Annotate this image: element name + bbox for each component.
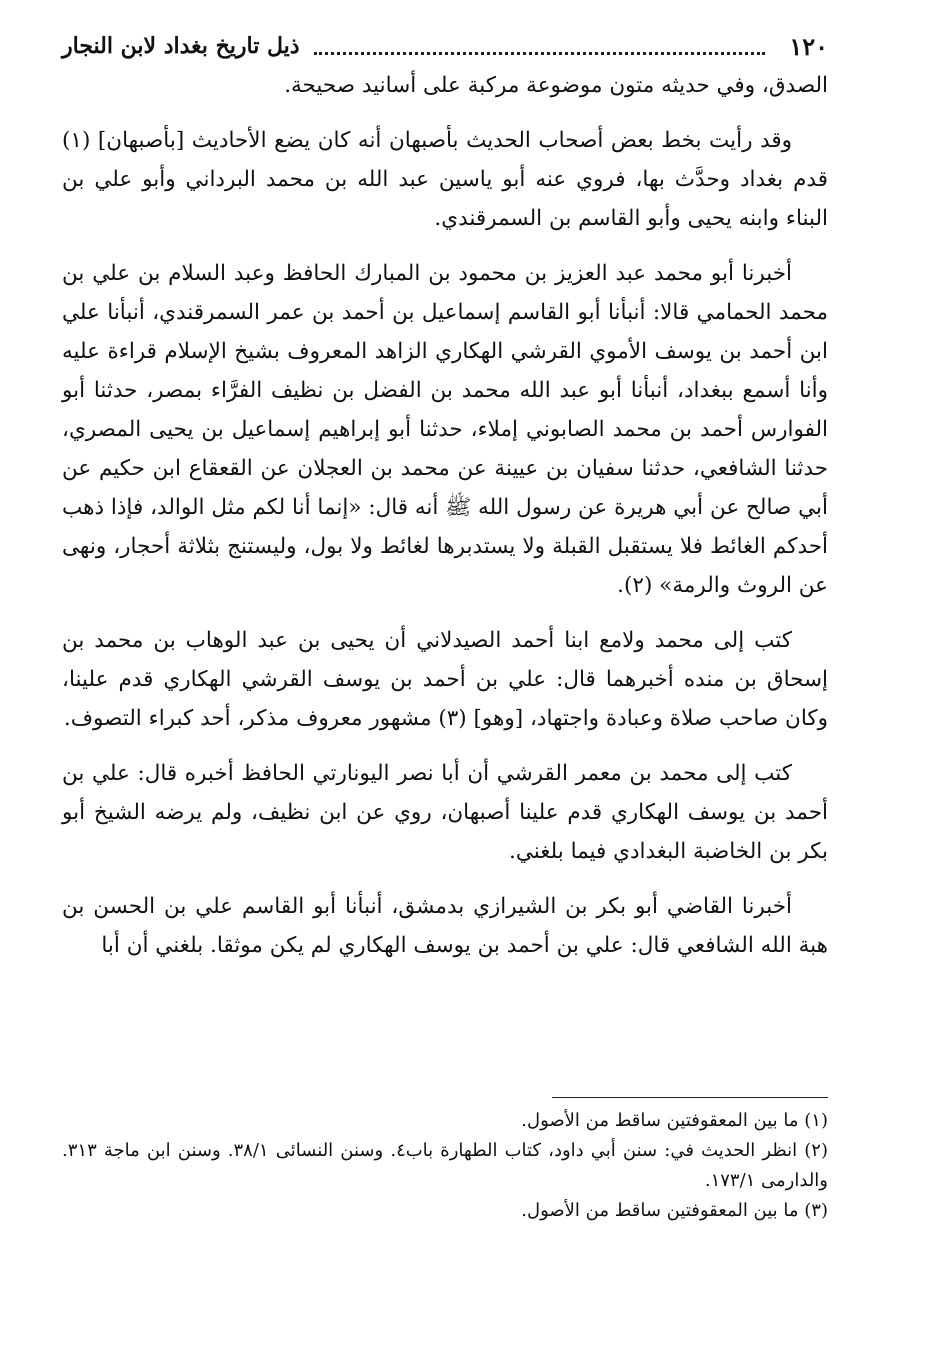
header-dotted-leader xyxy=(314,50,766,55)
paragraph-5: كتب إلى محمد بن معمر القرشي أن أبا نصر اليونارتي الحافظ أخبره قال: علي بن أحمد بن يوسف الهكاري قدم علينا أصبهان، روي عن ابن نظيف، ولم يرضه الشيخ أبو بكر بن الخاضبة البغدادي فيما بلغني. xyxy=(62,761,828,864)
page-header xyxy=(62,28,828,64)
footnote-separator xyxy=(552,1097,828,1098)
running-title: ذيل تاريخ بغداد لابن النجار xyxy=(62,33,300,59)
page-number: ١٢٠ xyxy=(789,31,828,61)
footnote-1: (١) ما بين المعقوفتين ساقط من الأصول. xyxy=(521,1110,828,1131)
paragraph-3: أخبرنا أبو محمد عبد العزيز بن محمود بن المبارك الحافظ وعبد السلام بن علي بن محمد الحمامي قالا: أنبأنا أبو القاسم إسماعيل بن أحمد بن عمر السمرقندي، أنبأنا علي ابن أحمد بن يوسف الأموي القرشي الهكاري الزاهد المعروف بشيخ الإسلام قراءة عليه وأنا أسمع ببغداد، أنبأنا أبو عبد الله محمد بن الفضل بن نظيف الفرَّاء بمصر، حدثنا أبو الفوارس أحمد بن محمد الصابوني إملاء، حدثنا أبو إبراهيم إسماعيل بن يحيى المصري، حدثنا الشافعي، حدثنا سفيان بن عيينة عن محمد بن العجلان عن القعقاع ابن حكيم عن أبي صالح عن أبي هريرة عن رسول الله ﷺ أنه قال: «إنما أنا لكم مثل الوالد، فإذا ذهب أحدكم الغائط فلا يستقبل القبلة ولا يستدبرها لغائط ولا بول، وليستنج بثلاثة أحجار، ونهى عن الروث والرمة» (٢). xyxy=(62,261,828,598)
footnote-3: (٣) ما بين المعقوفتين ساقط من الأصول. xyxy=(521,1200,828,1221)
paragraph-6: أخبرنا القاضي أبو بكر بن الشيرازي بدمشق، أنبأنا أبو القاسم علي بن الحسن بن هبة الله الشافعي قال: علي بن أحمد بن يوسف الهكاري لم يكن موثقا. بلغني أن أبا xyxy=(62,894,828,958)
main-text xyxy=(62,66,828,965)
paragraph-2: وقد رأيت بخط بعض أصحاب الحديث بأصبهان أنه كان يضع الأحاديث [بأصبهان] (١) قدم بغداد وحدَّث بها، فروي عنه أبو ياسين عبد الله بن محمد البرداني وأبو علي بن البناء وابنه يحيى وأبو القاسم بن السمرقندي. xyxy=(62,128,828,231)
footnotes xyxy=(62,1106,828,1226)
footnote-2: (٢) انظر الحديث في: سنن أبي داود، كتاب الطهارة باب٤. وسنن النسائى ٣٨/١. وسنن ابن ماجة ٣١٣. والدارمى ١٧٣/١. xyxy=(62,1140,828,1191)
paragraph-4: كتب إلى محمد ولامع ابنا أحمد الصيدلاني أن يحيى بن عبد الوهاب بن محمد بن إسحاق بن منده أخبرهما قال: علي بن أحمد بن يوسف القرشي الهكاري قدم علينا، وكان صاحب صلاة وعبادة واجتهاد، [وهو] (٣) مشهور معروف مذكر، أحد كبراء التصوف. xyxy=(62,628,828,731)
paragraph-1: الصدق، وفي حديثه متون موضوعة مركبة على أسانيد صحيحة. xyxy=(284,73,828,98)
